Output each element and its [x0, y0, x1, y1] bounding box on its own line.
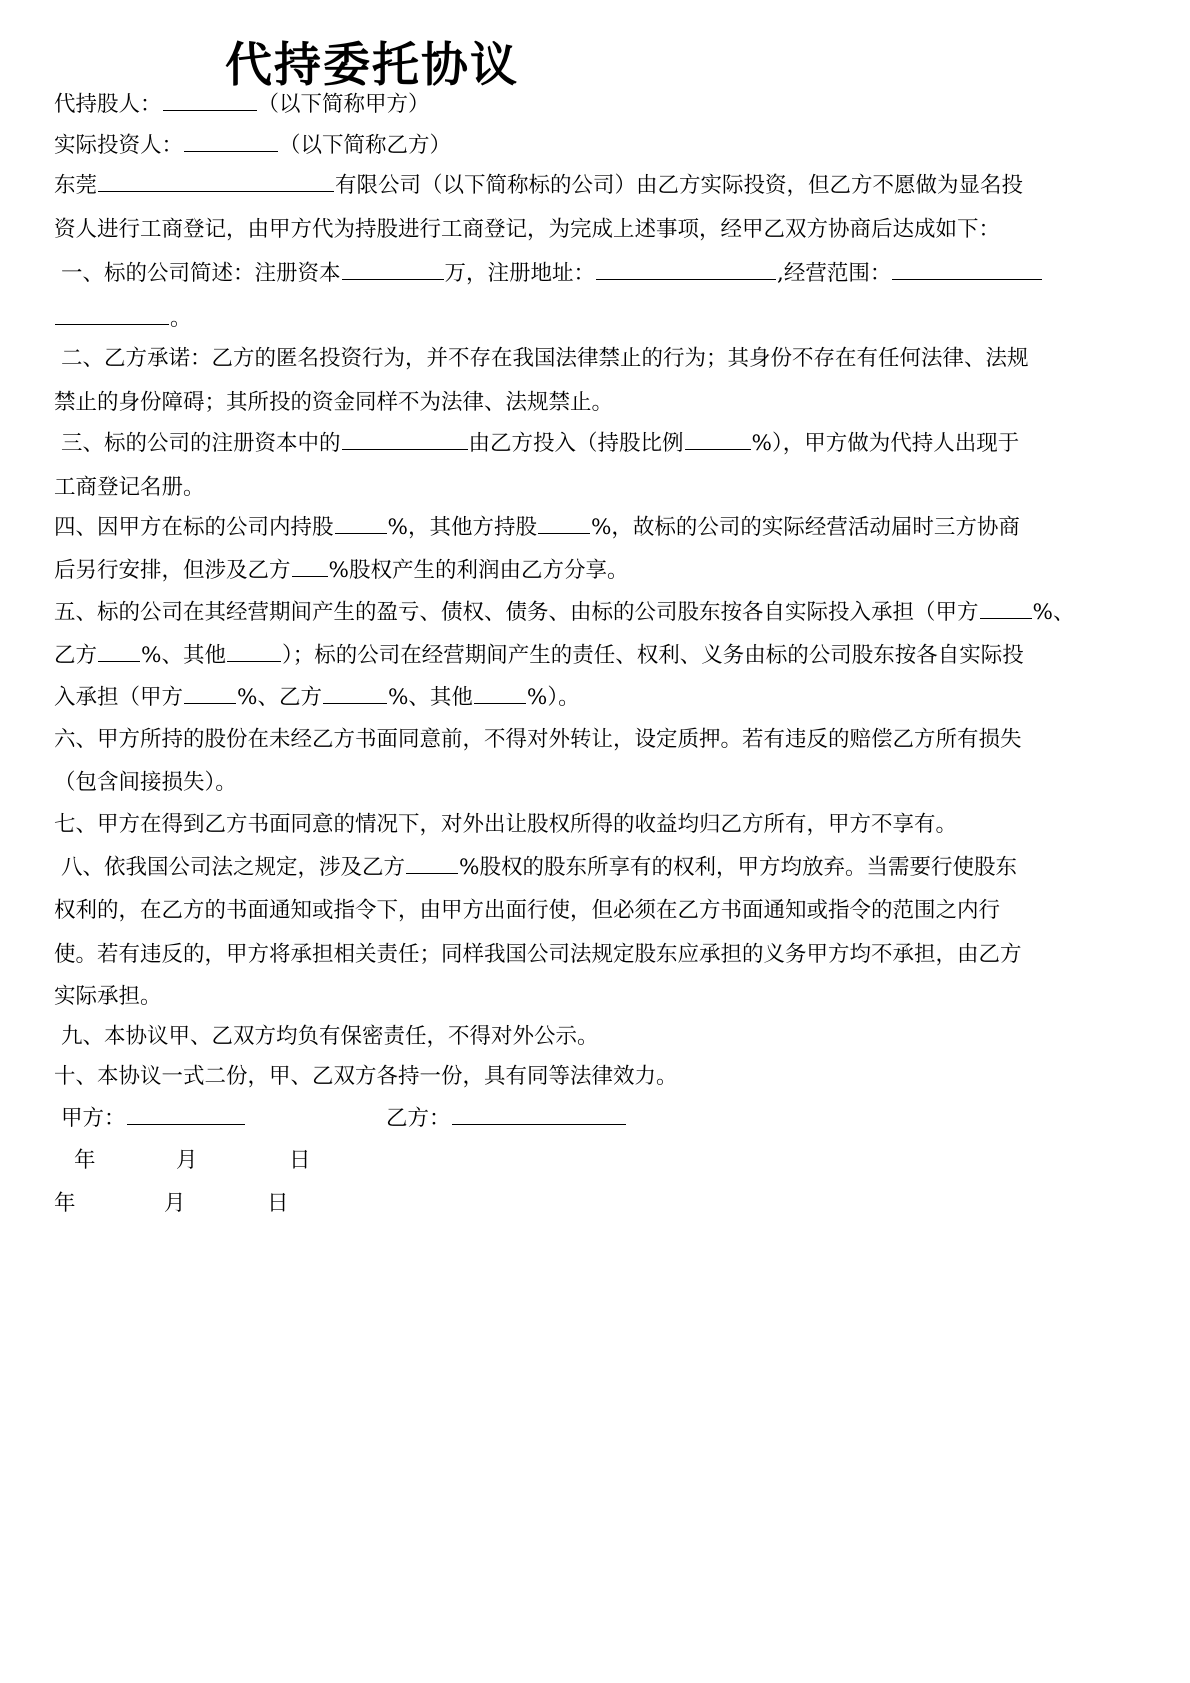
clause-5-text-e: ）；标的公司在经营期间产生的责任、权利、义务由标的公司股东按各自实际投 — [281, 643, 1024, 668]
profit-party-a-blank[interactable] — [980, 596, 1032, 619]
clause-5-text-a: 五、标的公司在其经营期间产生的盈亏、债权、债务、由标的公司股东按各自实际投入承担（甲方 — [54, 600, 979, 625]
intro-text-1: 有限公司（以下简称标的公司）由乙方实际投资，但乙方不愿做为显名投 — [335, 173, 1024, 198]
clause-9: 九、本协议甲、乙双方均负有保密责任，不得对外公示。 — [61, 1024, 599, 1049]
party-b-label: 乙方： — [386, 1106, 451, 1131]
clause-4-text-b: %，其他方持股 — [387, 515, 537, 540]
clause-5-text-c: 乙方 — [54, 643, 98, 668]
clause-8-text-a: 八、依我国公司法之规定，涉及乙方 — [61, 855, 406, 880]
party-a-signature — [61, 1096, 246, 1141]
nominee-blank[interactable] — [163, 88, 257, 111]
clause-1-end: 。 — [170, 306, 192, 331]
clause-8-line-2: 权利的，在乙方的书面通知或指令下，由甲方出面行使，但必须在乙方书面通知或指令的范围之内行 — [54, 898, 1001, 923]
company-name-blank[interactable] — [98, 169, 334, 192]
intro-line-2: 资人进行工商登记，由甲方代为持股进行工商登记，为完成上述事项，经甲乙双方协商后达成如下： — [54, 217, 1001, 242]
clause-3-text-c: %），甲方做为代持人出现于 — [751, 431, 1020, 456]
clause-8-line-3: 使。若有违反的，甲方将承担相关责任；同样我国公司法规定股东应承担的义务甲方均不承担，由乙方 — [54, 942, 1022, 967]
date-line-2-month: 月 — [164, 1191, 186, 1216]
clause-1 — [61, 251, 1151, 296]
clause-4-text-a: 四、因甲方在标的公司内持股 — [54, 515, 334, 540]
profit-other-blank[interactable] — [227, 639, 281, 662]
registered-address-blank[interactable] — [596, 257, 776, 280]
nominee-note: （以下简称甲方） — [257, 92, 430, 117]
waived-share-blank[interactable] — [406, 851, 458, 874]
clause-5-line-3 — [54, 675, 1144, 720]
party-a-share-blank[interactable] — [335, 511, 387, 534]
clause-2-line-1: 二、乙方承诺：乙方的匿名投资行为，并不存在我国法律禁止的行为；其身份不存在有任何法律、法规 — [61, 346, 1029, 371]
party-a-label: 甲方： — [61, 1106, 126, 1131]
clause-5-line-1 — [54, 590, 1144, 635]
clause-1-text-a: 一、标的公司简述：注册资本 — [61, 261, 341, 286]
clause-1-text-b: 万，注册地址： — [444, 261, 596, 286]
clause-8-line-4: 实际承担。 — [54, 984, 162, 1009]
clause-5-text-g: %、乙方 — [237, 685, 322, 710]
clause-1-text-c: ,经营范围： — [777, 261, 892, 286]
other-share-blank[interactable] — [538, 511, 590, 534]
clause-3-line-2: 工商登记名册。 — [54, 475, 205, 500]
clause-4-text-e: %股权产生的利润由乙方分享。 — [328, 558, 629, 583]
clause-4-text-c: %，故标的公司的实际经营活动届时三方协商 — [590, 515, 1020, 540]
investor-note: （以下简称乙方） — [279, 133, 452, 158]
date-line-2-day: 日 — [267, 1191, 289, 1216]
nominee-line — [54, 82, 1144, 127]
clause-7: 七、甲方在得到乙方书面同意的情况下，对外出让股权所得的收益均归乙方所有，甲方不享有。 — [54, 812, 958, 837]
clause-5-text-i: %）。 — [526, 685, 580, 710]
registered-capital-blank[interactable] — [342, 257, 444, 280]
liability-other-blank[interactable] — [474, 681, 526, 704]
clause-5-text-h: %、其他 — [387, 685, 473, 710]
clause-4-line-2 — [54, 548, 1144, 593]
date-line-1-day: 日 — [289, 1148, 311, 1173]
profit-party-b-blank[interactable] — [98, 639, 140, 662]
clause-3-line-1 — [61, 421, 1151, 466]
liability-party-b-blank[interactable] — [323, 681, 387, 704]
holding-ratio-blank[interactable] — [685, 427, 751, 450]
clause-8-text-b: %股权的股东所享有的权利，甲方均放弃。当需要行使股东 — [459, 855, 1017, 880]
clause-3-text-b: 由乙方投入（持股比例 — [468, 431, 684, 456]
clause-3-text-a: 三、标的公司的注册资本中的 — [61, 431, 341, 456]
intro-prefix: 东莞 — [54, 173, 98, 198]
investor-line — [54, 123, 1144, 168]
clause-6-line-1: 六、甲方所持的股份在未经乙方书面同意前，不得对外转让，设定质押。若有违反的赔偿乙方所有损失 — [54, 727, 1022, 752]
intro-line-1 — [54, 163, 1144, 208]
party-b-signature-blank[interactable] — [452, 1102, 626, 1125]
date-line-1-month: 月 — [176, 1148, 198, 1173]
clause-2-line-2: 禁止的身份障碍；其所投的资金同样不为法律、法规禁止。 — [54, 390, 614, 415]
nominee-label: 代持股人： — [54, 92, 162, 117]
document-title: 代持委托协议 — [225, 38, 519, 93]
date-line-1-year: 年 — [74, 1148, 96, 1173]
clause-5-text-f: 入承担（甲方 — [54, 685, 184, 710]
clause-1-line-2 — [54, 296, 1144, 341]
clause-10: 十、本协议一式二份，甲、乙双方各持一份，具有同等法律效力。 — [54, 1064, 678, 1089]
party-b-share-blank[interactable] — [292, 554, 328, 577]
clause-6-line-2: （包含间接损失）。 — [54, 770, 237, 795]
business-scope-blank-2[interactable] — [55, 302, 169, 325]
clause-5-line-2 — [54, 633, 1144, 678]
clause-5-text-b: %、 — [1032, 600, 1075, 625]
party-a-signature-blank[interactable] — [127, 1102, 245, 1125]
clause-4-line-1 — [54, 505, 1144, 550]
investor-label: 实际投资人： — [54, 133, 184, 158]
liability-party-a-blank[interactable] — [184, 681, 236, 704]
business-scope-blank[interactable] — [892, 257, 1042, 280]
capital-portion-blank[interactable] — [342, 427, 468, 450]
clause-4-text-d: 后另行安排，但涉及乙方 — [54, 558, 291, 583]
party-b-signature — [386, 1096, 627, 1141]
clause-8-line-1 — [61, 845, 1151, 890]
clause-5-text-d: %、其他 — [141, 643, 226, 668]
date-line-2-year: 年 — [54, 1191, 76, 1216]
investor-blank[interactable] — [184, 129, 278, 152]
